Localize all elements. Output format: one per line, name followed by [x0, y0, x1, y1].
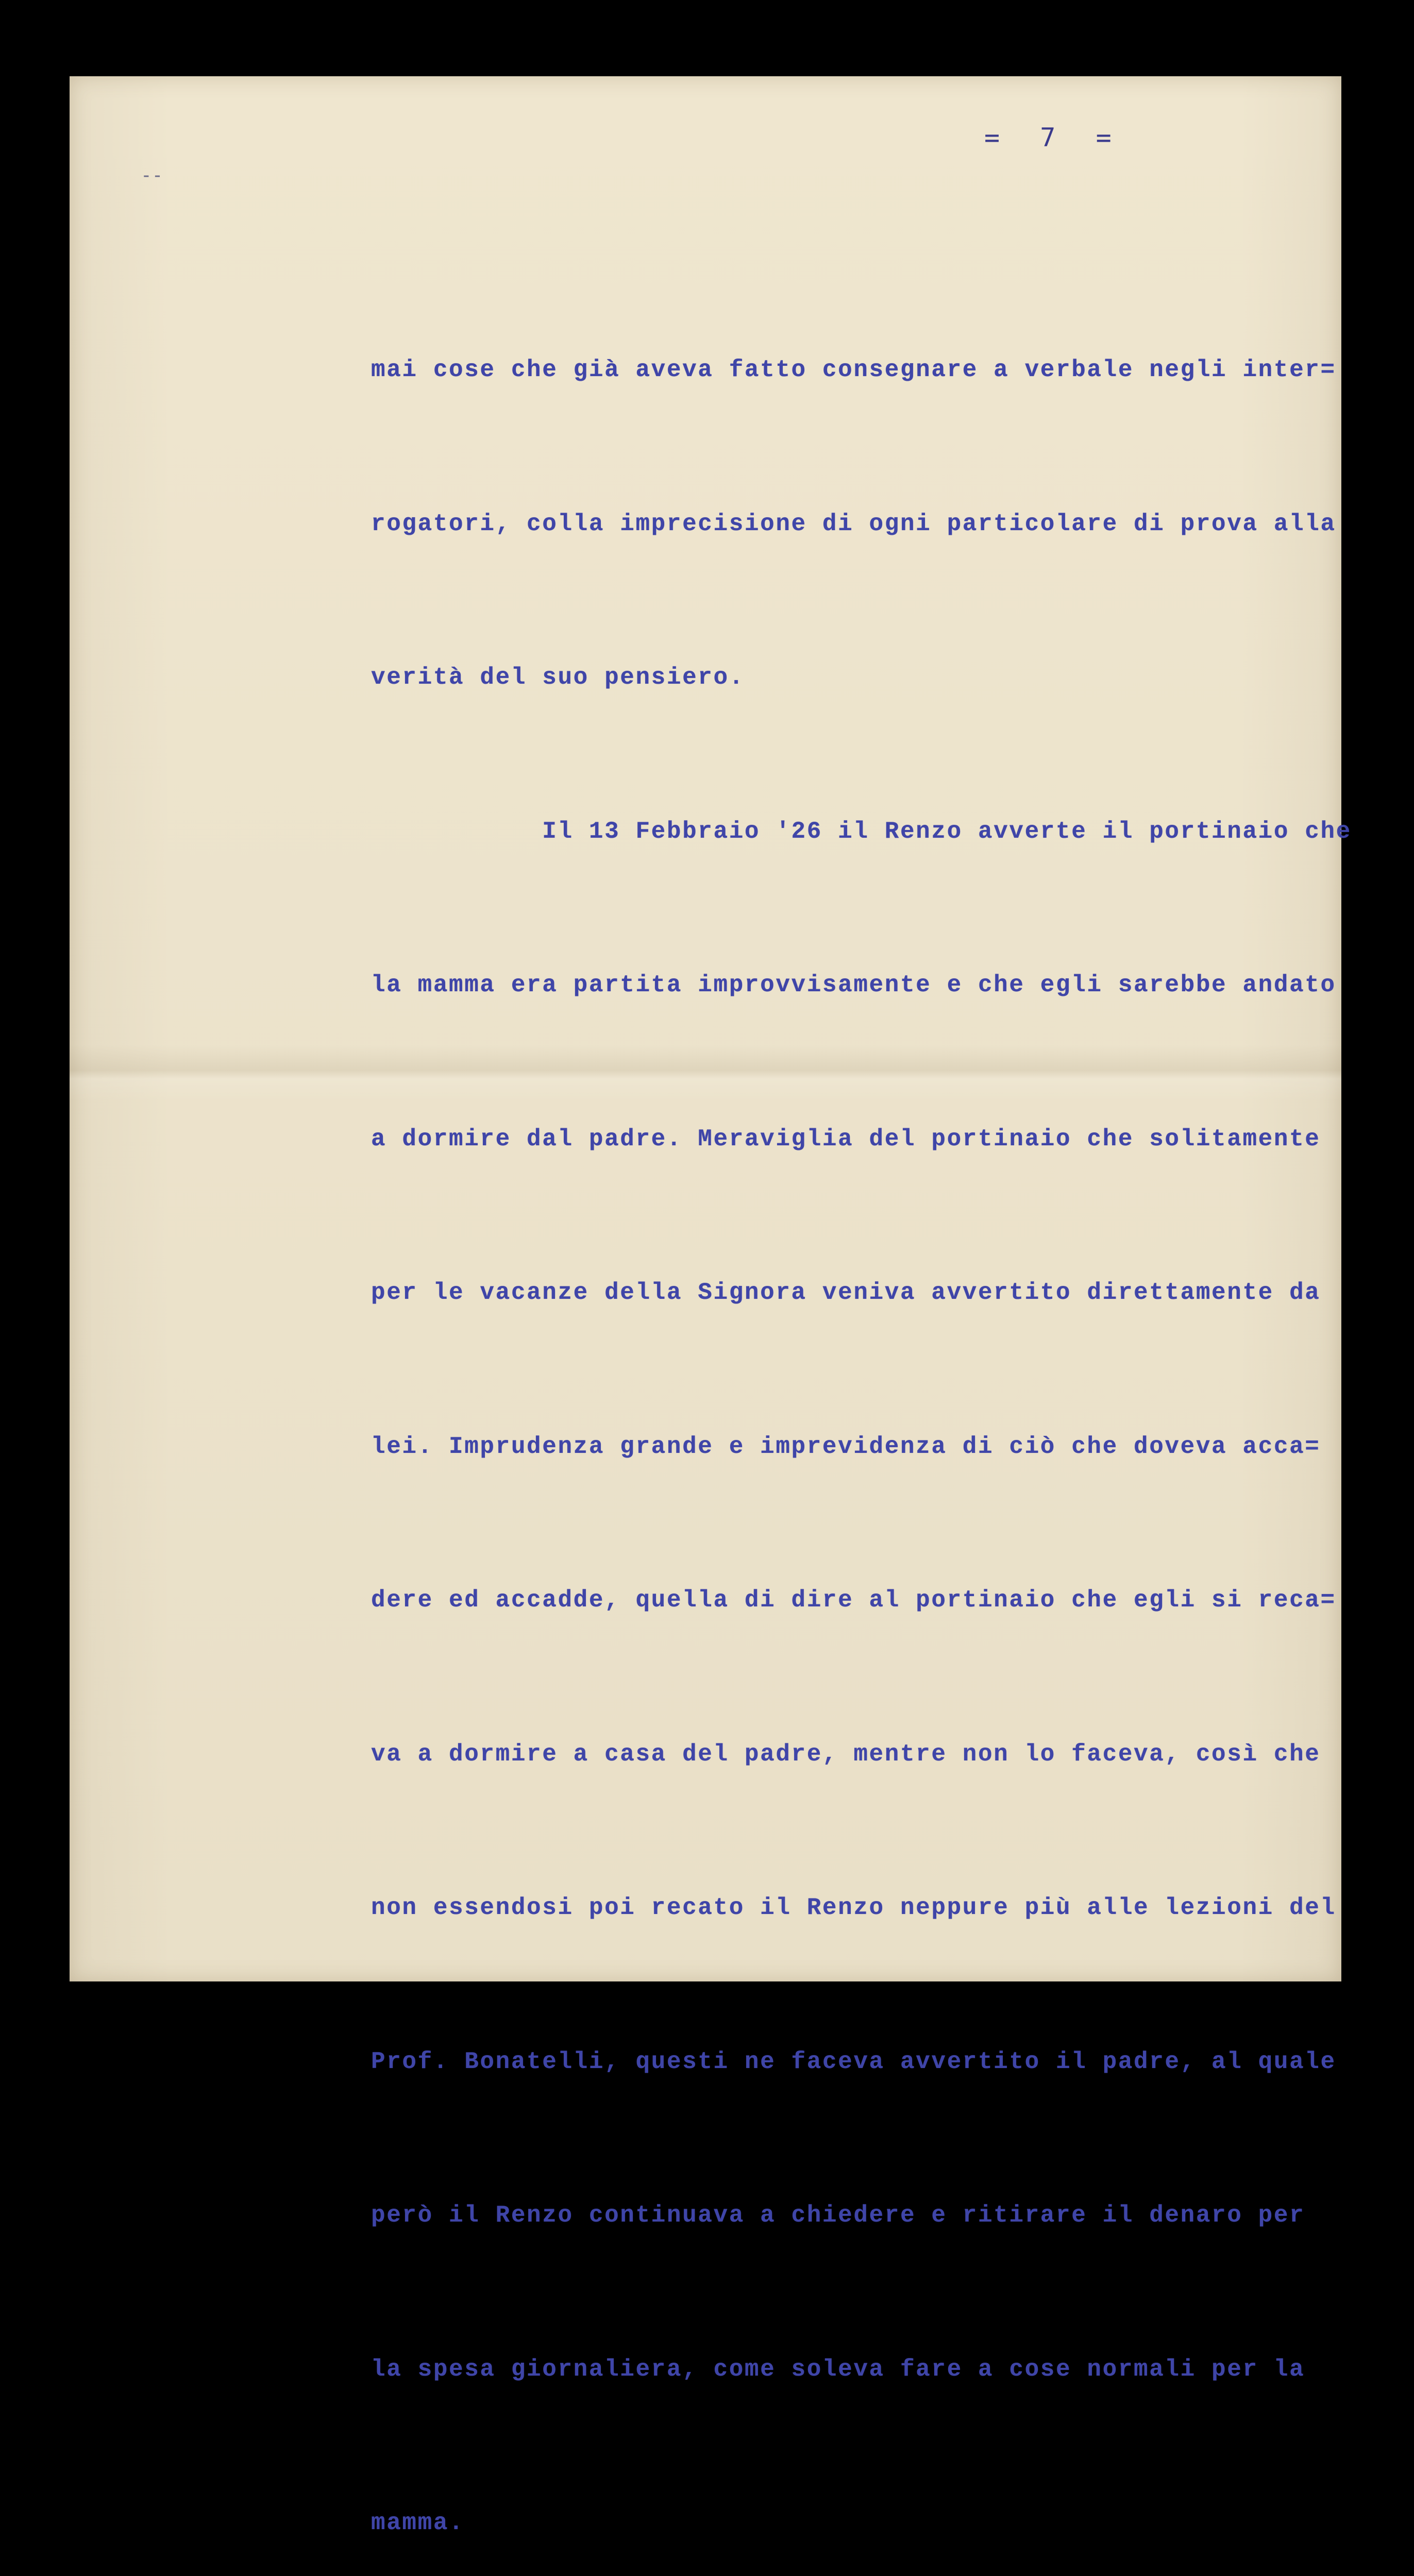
text-line: non essendosi poi recato il Renzo neppure più alle lezioni del	[371, 1894, 1336, 1921]
text-line: rogatori, colla imprecisione di ogni particolare di prova alla	[371, 510, 1336, 537]
text-line: mai cose che già aveva fatto consegnare a verbale negli inter=	[371, 357, 1336, 383]
typewritten-text	[371, 242, 1352, 2576]
text-line: mamma.	[371, 2510, 465, 2536]
text-line: la mamma era partita improvvisamente e che egli sarebbe andato	[371, 972, 1336, 998]
text-line: per le vacanze della Signora veniva avvertito direttamente da	[371, 1279, 1321, 1306]
margin-mark: --	[141, 165, 163, 186]
text-line: va a dormire a casa del padre, mentre non lo faceva, così che	[371, 1740, 1321, 1768]
text-line: la spesa giornaliera, come soleva fare a cose normali per la	[371, 2355, 1305, 2383]
text-line: a dormire dal padre. Meraviglia del portinaio che solitamente	[371, 1125, 1321, 1153]
text-line: Prof. Bonatelli, questi ne faceva avvertito il padre, al quale	[371, 2048, 1336, 2075]
page-number: = 7 =	[984, 123, 1115, 152]
text-line: lei. Imprudenza grande e imprevidenza di ciò che doveva acca=	[371, 1433, 1321, 1460]
text-line: però il Renzo continuava a chiedere e ritirare il denaro per	[371, 2202, 1305, 2229]
text-line: verità del suo pensiero.	[371, 664, 745, 691]
text-line: dere ed accadde, quella di dire al portinaio che egli si reca=	[371, 1587, 1336, 1614]
text-line: Il 13 Febbraio '26 il Renzo avverte il portinaio che	[371, 818, 1352, 845]
